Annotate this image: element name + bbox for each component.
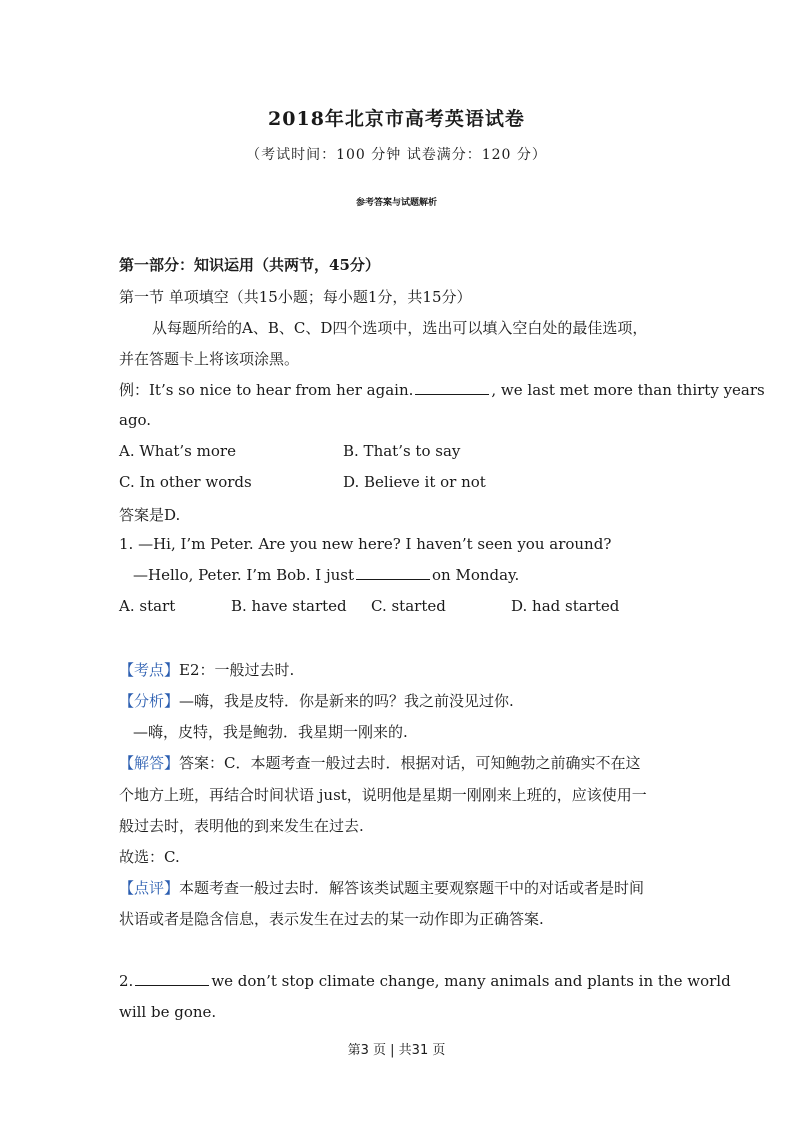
jieda-text: 答案：C．本题考查一般过去时．根据对话，可知鲍勃之前确实不在这: [179, 754, 641, 772]
exam-info: （考试时间：100 分钟 试卷满分：120 分）: [246, 147, 547, 163]
q2-lead: 2.: [119, 972, 134, 990]
answer-blank: [415, 382, 489, 395]
example-option-d: D. Believe it or not: [343, 473, 486, 491]
q1-lead: —Hello, Peter. I’m Bob. I just: [133, 566, 354, 584]
q1-option-d: D. had started: [511, 597, 620, 615]
q1-option-b: B. have started: [231, 597, 347, 615]
fenxi-line-2: —嗨，皮特，我是鲍勃．我星期一刚来的.: [133, 723, 408, 741]
example-option-a: A. What’s more: [119, 442, 236, 460]
question-1-line-2: [133, 566, 519, 584]
dianping-text: 本题考查一般过去时．解答该类试题主要观察题干中的对话或者是时间: [179, 879, 645, 897]
jieda-line-2: 个地方上班，再结合时间状语 just，说明他是星期一刚刚来上班的，应该使用一: [119, 786, 647, 804]
question-2-line-2: will be gone.: [119, 1003, 217, 1021]
q1-option-a: A. start: [119, 597, 176, 615]
example-answer: 答案是D.: [119, 506, 181, 524]
kaodian-line: [119, 659, 294, 680]
example-question-cont: ago.: [119, 411, 152, 429]
example-option-c: C. In other words: [119, 473, 252, 491]
jieda-line-3: 般过去时，表明他的到来发生在过去.: [119, 817, 364, 835]
example-option-b: B. That’s to say: [343, 442, 461, 460]
dianping-line: [119, 877, 644, 898]
kaodian-text: E2：一般过去时.: [179, 661, 295, 679]
question-2-line-1: [119, 972, 731, 990]
q1-tail: on Monday.: [432, 566, 520, 584]
choice-answer: 故选：C.: [119, 848, 180, 866]
question-1-line-1: 1. —Hi, I’m Peter. Are you new here? I haven’t seen you around?: [119, 535, 612, 553]
fenxi-text: —嗨，我是皮特．你是新来的吗？我之前没见过你.: [179, 692, 514, 710]
instruction-line: 从每题所给的A、B、C、D四个选项中，选出可以填入空白处的最佳选项，: [152, 319, 648, 337]
answer-reference-heading: 参考答案与试题解析: [355, 198, 437, 208]
example-lead: 例：It’s so nice to hear from her again.: [119, 381, 414, 399]
page-footer: 第3 页 | 共31 页: [347, 1043, 446, 1058]
kaodian-tag: 【考点】: [119, 661, 180, 679]
q1-option-c: C. started: [371, 597, 446, 615]
jieda-line: [119, 752, 641, 773]
instruction-line: 并在答题卡上将该项涂黑。: [119, 350, 300, 368]
dianping-tag: 【点评】: [119, 879, 180, 897]
example-question: [119, 379, 765, 400]
section-heading: 第一节 单项填空（共15小题；每小题1分，共15分）: [119, 288, 472, 306]
answer-blank: [135, 973, 209, 986]
jieda-tag: 【解答】: [119, 754, 180, 772]
page-title: 2018年北京市高考英语试卷: [268, 108, 525, 130]
fenxi-tag: 【分析】: [119, 692, 180, 710]
q2-tail: we don’t stop climate change, many animals and plants in the world: [211, 972, 731, 990]
example-tail: , we last met more than thirty years: [491, 381, 765, 399]
part-heading: 第一部分：知识运用（共两节，45分）: [119, 256, 380, 274]
fenxi-line: [119, 690, 514, 711]
dianping-line-2: 状语或者是隐含信息，表示发生在过去的某一动作即为正确答案.: [119, 910, 544, 928]
answer-blank: [356, 567, 430, 580]
